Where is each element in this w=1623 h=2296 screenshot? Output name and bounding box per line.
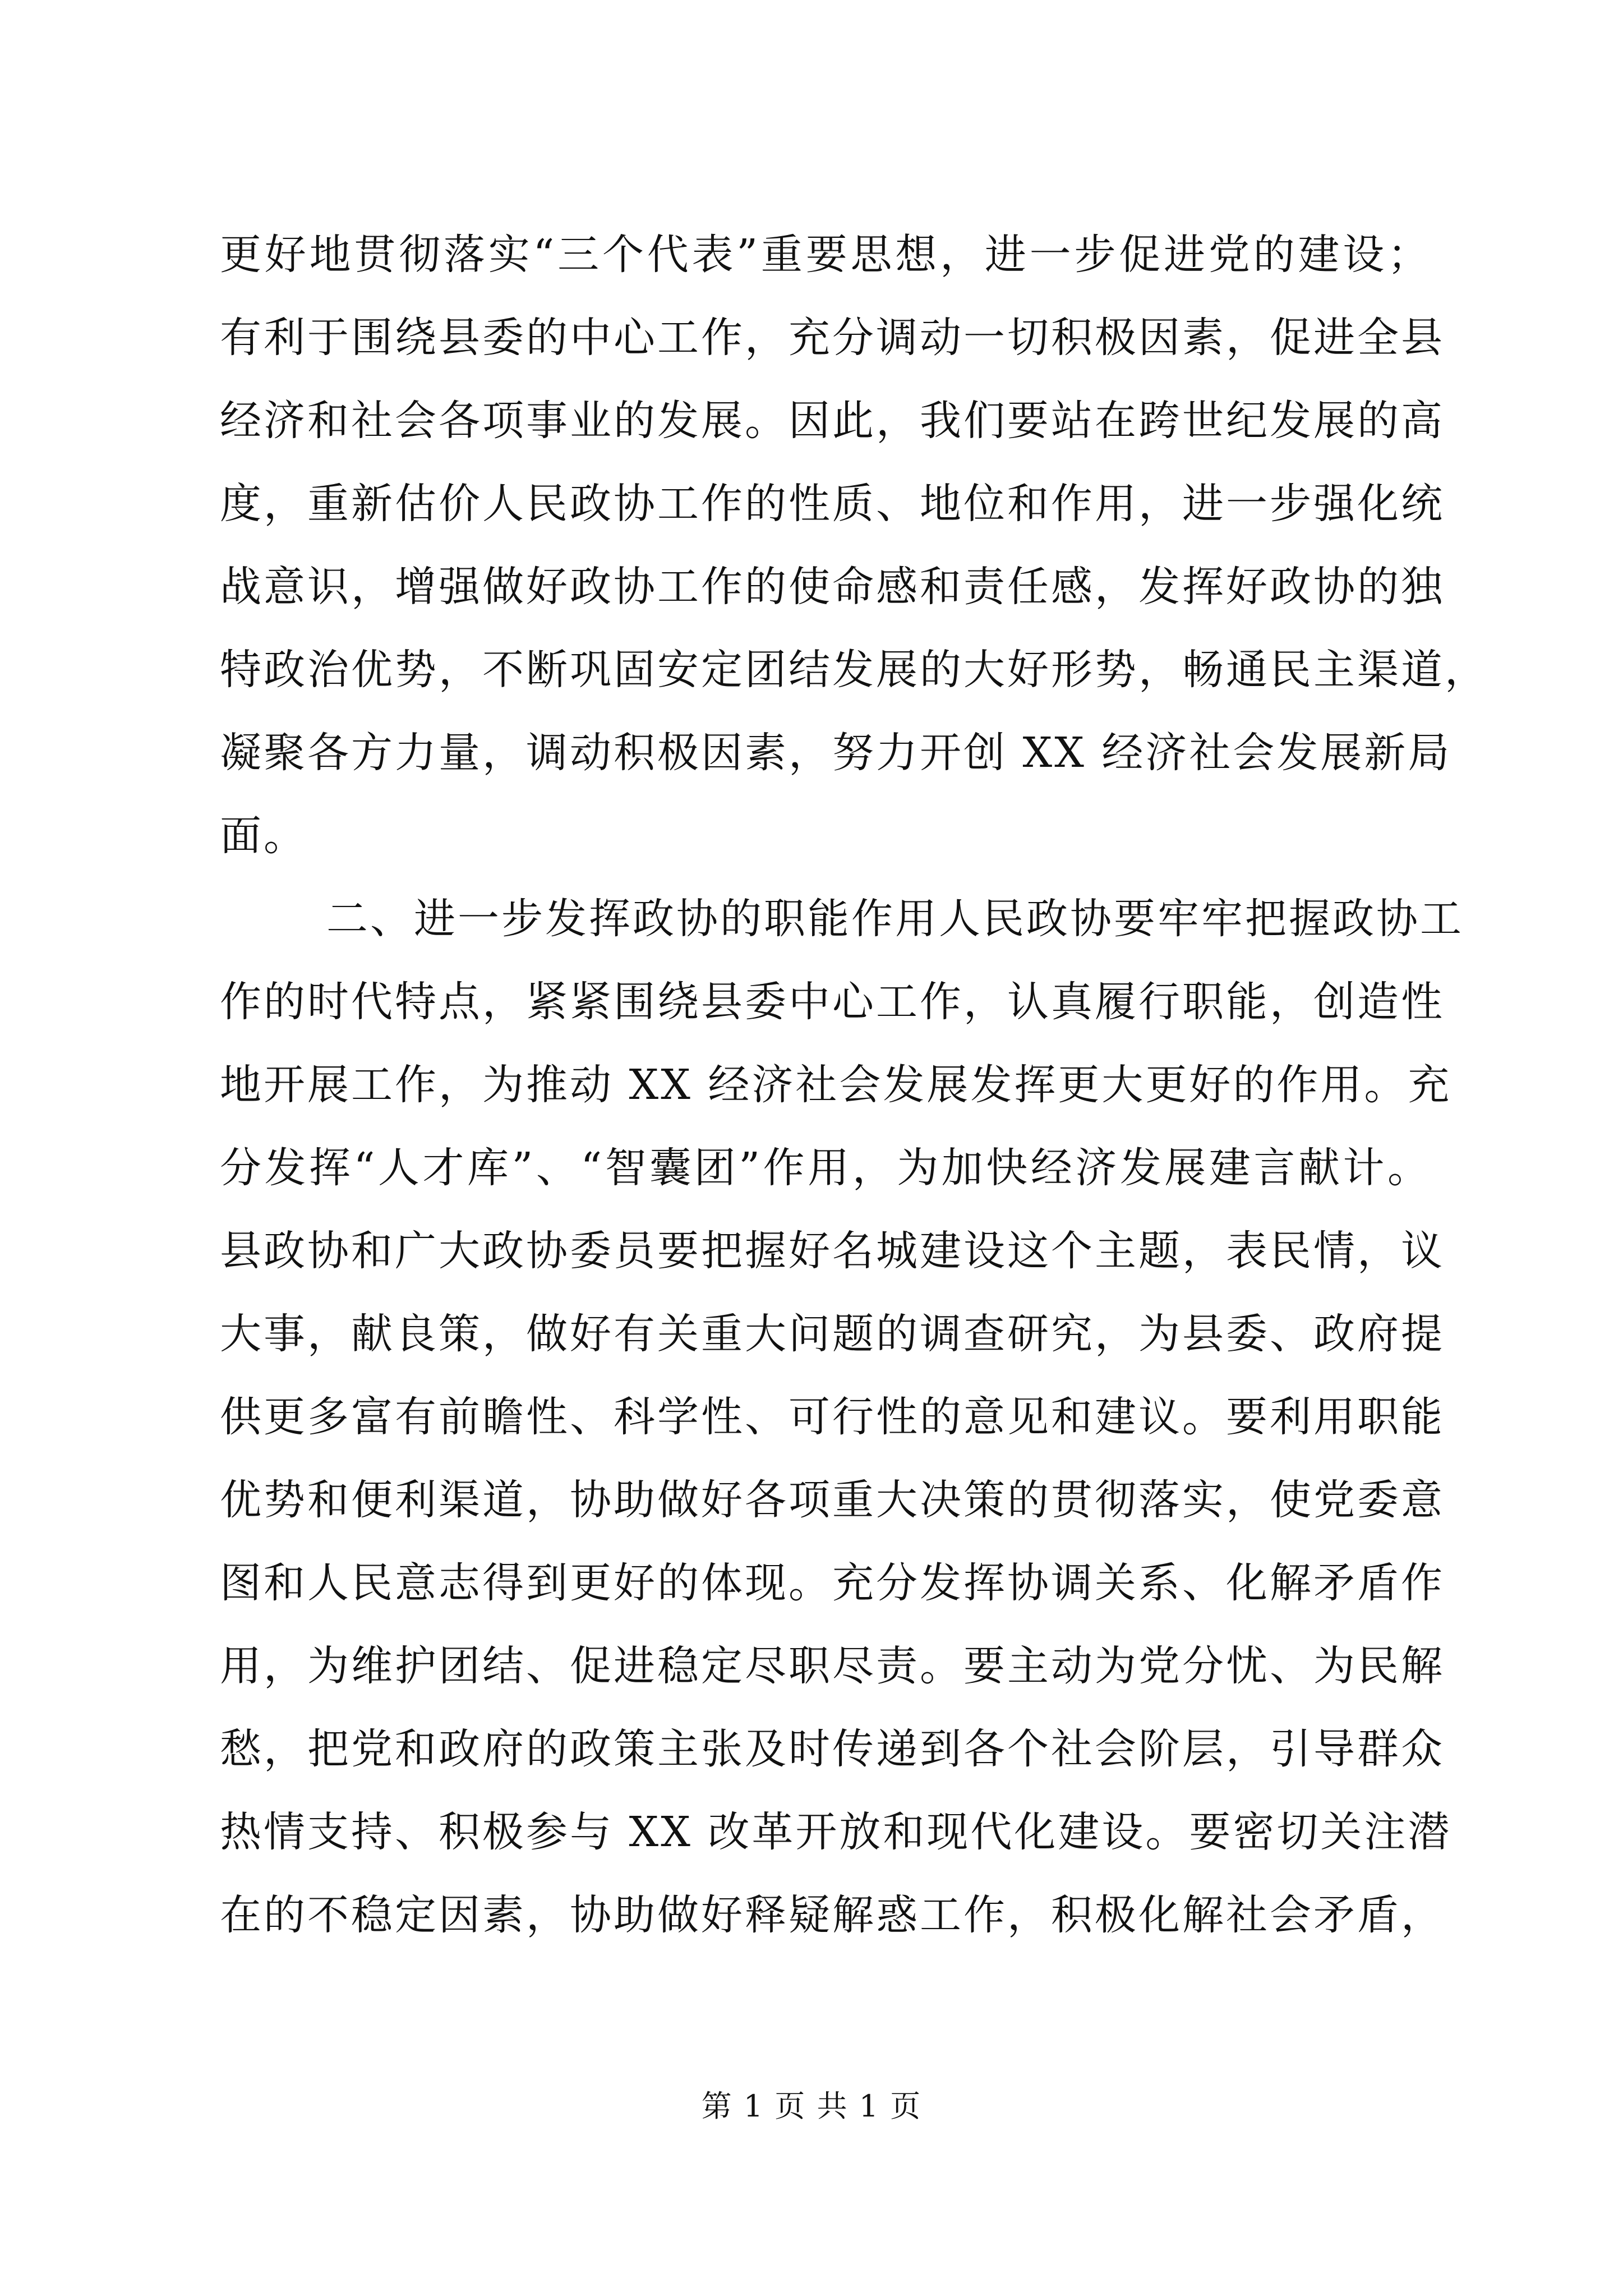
- text-line: 愁，把党和政府的政策主张及时传递到各个社会阶层，引导群众: [220, 1725, 1445, 1773]
- text-line: 战意识，增强做好政协工作的使命感和责任感，发挥好政协的独: [220, 563, 1445, 611]
- text-line: 凝聚各方力量，调动积极因素，努力开创 XX 经济社会发展新局: [220, 729, 1452, 777]
- paragraph-start-line: 二、进一步发挥政协的职能作用人民政协要牢牢把握政协工: [326, 895, 1464, 943]
- page-footer: 第 1 页 共 1 页: [701, 2088, 922, 2124]
- text-line: 优势和便利渠道，协助做好各项重大决策的贯彻落实，使党委意: [220, 1476, 1445, 1524]
- text-line: 大事，献良策，做好有关重大问题的调查研究，为县委、政府提: [220, 1310, 1445, 1358]
- text-line: 在的不稳定因素，协助做好释疑解惑工作，积极化解社会矛盾，: [220, 1891, 1445, 1939]
- text-line: 分发挥“人才库”、“智囊团”作用，为加快经济发展建言献计。: [220, 1144, 1431, 1192]
- text-line: 经济和社会各项事业的发展。因此，我们要站在跨世纪发展的高: [220, 397, 1445, 445]
- text-line: 面。: [220, 812, 307, 860]
- text-line: 作的时代特点，紧紧围绕县委中心工作，认真履行职能，创造性: [220, 978, 1445, 1026]
- text-line: 图和人民意志得到更好的体现。充分发挥协调关系、化解矛盾作: [220, 1559, 1445, 1607]
- text-line: 用，为维护团结、促进稳定尽职尽责。要主动为党分忧、为民解: [220, 1642, 1445, 1690]
- text-line: 度，重新估价人民政协工作的性质、地位和作用，进一步强化统: [220, 480, 1445, 528]
- text-line: 特政治优势，不断巩固安定团结发展的大好形势，畅通民主渠道，: [220, 646, 1488, 694]
- text-line: 有利于围绕县委的中心工作，充分调动一切积极因素，促进全县: [220, 314, 1445, 362]
- text-line: 更好地贯彻落实“三个代表”重要思想，进一步促进党的建设；: [220, 231, 1431, 279]
- text-line: 县政协和广大政协委员要把握好名城建设这个主题，表民情，议: [220, 1227, 1445, 1275]
- text-line: 供更多富有前瞻性、科学性、可行性的意见和建议。要利用职能: [220, 1393, 1445, 1441]
- text-line: 热情支持、积极参与 XX 改革开放和现代化建设。要密切关注潜: [220, 1808, 1452, 1856]
- body-text: [220, 213, 1488, 1957]
- text-line: 地开展工作，为推动 XX 经济社会发展发挥更大更好的作用。充: [220, 1061, 1452, 1109]
